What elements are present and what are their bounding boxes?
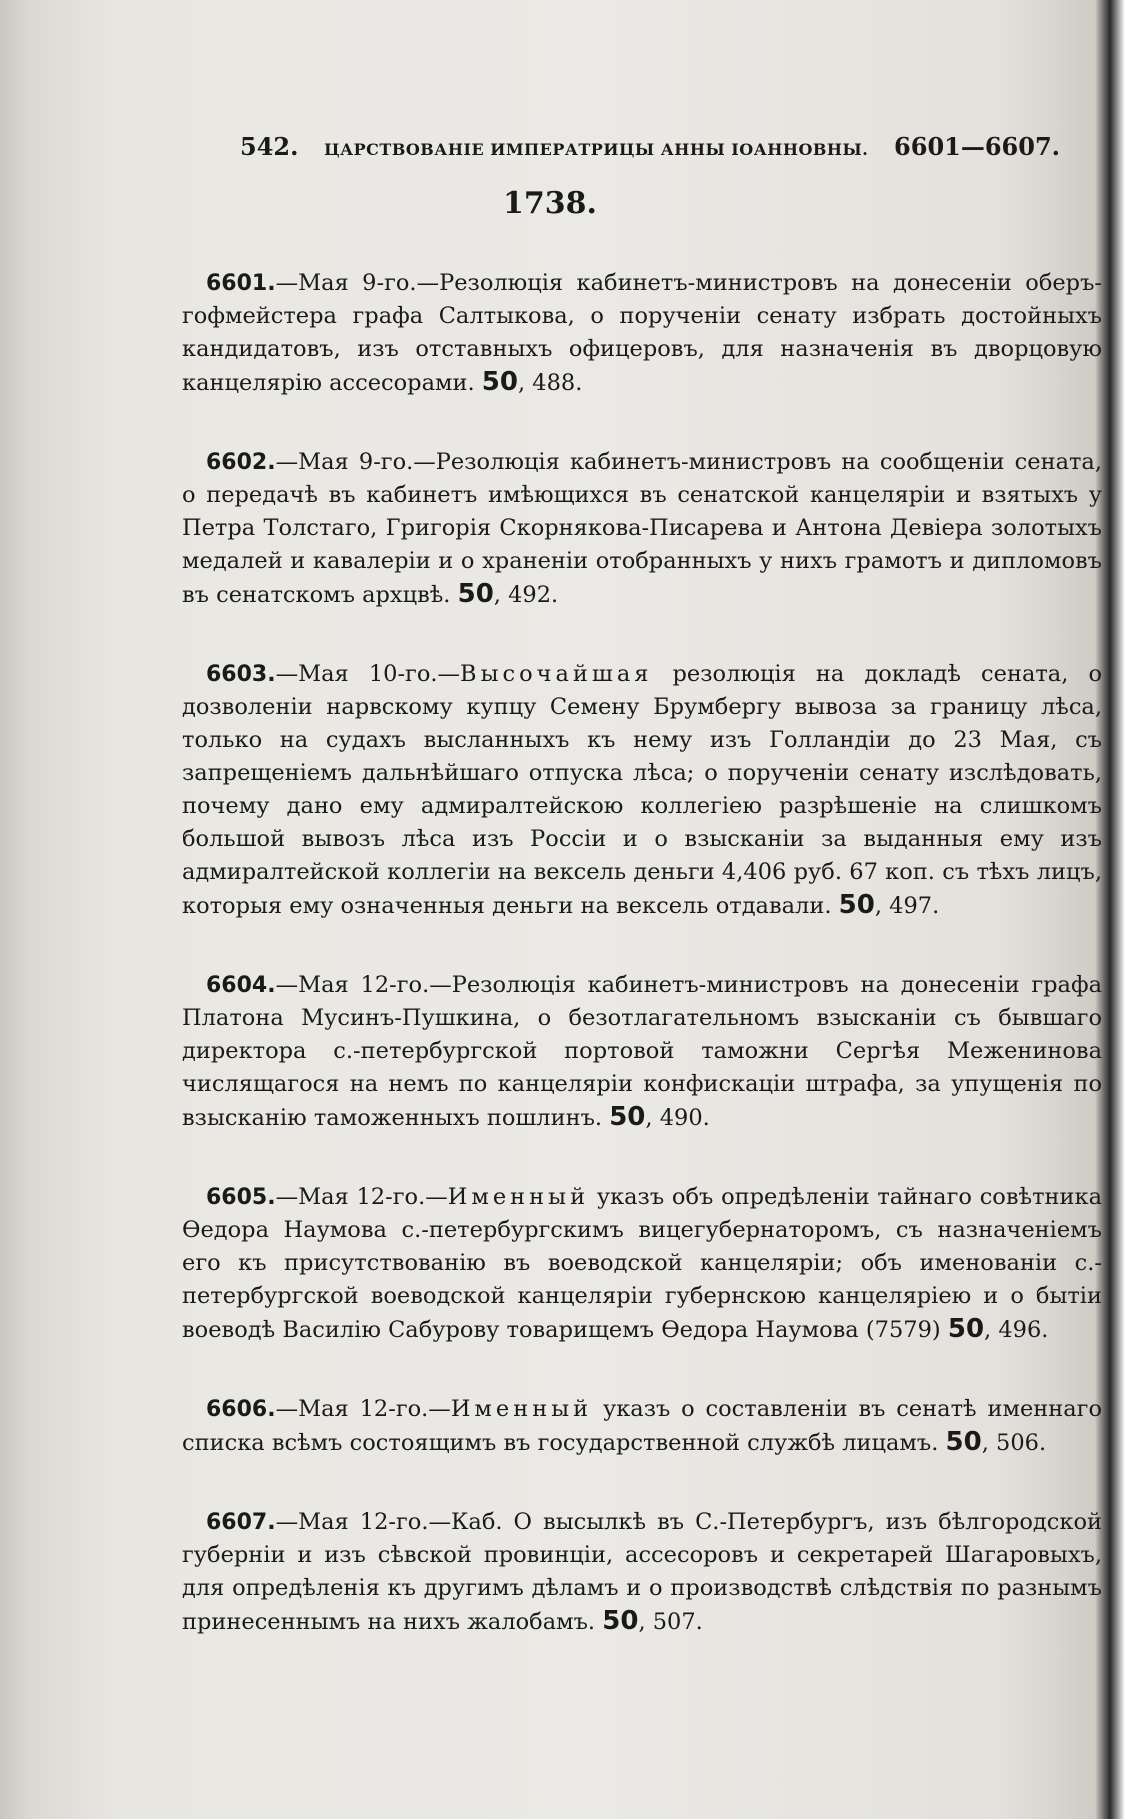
entry-number: 6607.: [206, 1509, 276, 1535]
volume-ref: 50: [457, 578, 494, 609]
volume-ref: 50: [609, 1101, 646, 1132]
page-ref: , 507.: [638, 1608, 703, 1635]
entry-text-spaced: Высочайшая: [460, 660, 653, 687]
entry-number: 6602.: [206, 449, 276, 475]
entry-text-lead: —Мая 12-го.—: [275, 1183, 448, 1210]
entry-range: 6601—6607.: [894, 132, 1060, 161]
page-ref: , 490.: [645, 1104, 710, 1131]
entry-6604: [182, 969, 1102, 1135]
entry-number: 6603.: [206, 661, 276, 687]
entry-text-lead: —Мая 10-го.—: [275, 660, 461, 687]
page-ref: , 488.: [517, 369, 583, 396]
entry-text: —Мая 9-го.—Резолюція кабинетъ-министровъ на сообщеніи сената, о передачѣ въ кабинетъ имѣющихся въ сенатской канцеляріи и взятыхъ у Петра Толстаго, Григорія Скорнякова-Писарева и Антона Девіера золотыхъ медалей и кавалеріи и о храненіи отобранныхъ у нихъ грамотъ и дипломовъ въ сенатскомъ архцвѣ.: [182, 448, 1102, 608]
volume-ref: 50: [602, 1605, 639, 1636]
page-ref: , 506.: [981, 1429, 1047, 1456]
entry-text: —Мая 12-го.—Каб. О высылкѣ въ С.-Петербургъ, изъ бѣлгородской губерніи и изъ сѣвской провинціи, ассесоровъ и секретарей Шагаровыхъ, для опредѣленія къ другимъ дѣламъ и о производствѣ слѣдствія по разнымъ принесеннымъ на нихъ жалобамъ.: [182, 1508, 1102, 1635]
entry-6603: [182, 658, 1102, 923]
volume-ref: 50: [838, 889, 875, 920]
entry-text: указъ о составленіи въ сенатѣ именнаго списка всѣмъ состоящимъ въ государственной службѣ лицамъ.: [182, 1395, 1102, 1456]
entry-6607: [182, 1506, 1102, 1639]
entry-text: —Мая 12-го.—Резолюція кабинетъ-министровъ на донесеніи графа Платона Мусинъ-Пушкина, о безотлагательномъ взысканіи съ бывшаго директора с.-петербургской портовой таможни Сергѣя Меженинова числящагося на немъ по канцеляріи конфискаціи штрафа, за упущенія по взысканію таможенныхъ пошлинъ.: [182, 971, 1102, 1131]
entry-text: —Мая 9-го.—Резолюція кабинетъ-министровъ на донесеніи оберъ-гофмейстера графа Салтыкова, о порученіи сенату избрать достойныхъ кандидатовъ, изъ отставныхъ офицеровъ, для назначенія въ дворцовую канцелярію ассесорами.: [182, 269, 1102, 396]
volume-ref: 50: [947, 1313, 985, 1344]
entry-text: указъ объ опредѣленіи тайнаго совѣтника Ѳедора Наумова с.-петербургскимъ вицегубернаторомъ, съ назначеніемъ его къ присутствованію въ воеводской канцеляріи; объ именованіи с.-петербургской воеводской канцеляріи губернскою канцеляріею и о бытіи воеводѣ Василію Сабурову товарищемъ Ѳедора Наумова (7579): [182, 1183, 1102, 1343]
volume-ref: 50: [481, 366, 518, 397]
entry-6606: [182, 1393, 1102, 1460]
entry-text: резолюція на докладѣ сената, о дозволеніи нарвскому купцу Семену Брумбергу вывоза за границу лѣса, только на судахъ высланныхъ къ нему изъ Голландіи до 23 Мая, съ запрещеніемъ дальнѣйшаго отпуска лѣса; о порученіи сенату изслѣдовать, почему дано ему адмиралтейскою коллегіею разрѣшеніе на слишкомъ большой вывозъ лѣса изъ Россіи и о взысканіи за выданныя ему изъ адмиралтейской коллегіи на вексель деньги 4,406 руб. 67 коп. съ тѣхъ лицъ, которыя ему означенныя деньги на вексель отдавали.: [182, 660, 1102, 919]
running-title: ЦАРСТВОВАНІЕ ИМПЕРАТРИЦЫ АННЫ ІОАННОВНЫ.: [324, 140, 869, 159]
running-header: [240, 132, 1060, 172]
entry-number: 6605.: [206, 1184, 276, 1210]
page-ref: , 496.: [984, 1316, 1049, 1343]
page-number: 542.: [240, 132, 299, 161]
entry-text-spaced: Именный: [447, 1183, 590, 1210]
entry-number: 6601.: [206, 270, 276, 296]
entry-list: [182, 244, 1102, 1685]
entry-6602: [182, 446, 1102, 612]
entry-6601: [182, 267, 1102, 400]
entry-text-lead: —Мая 12-го.—: [275, 1395, 451, 1422]
entry-text-spaced: Именный: [450, 1395, 593, 1422]
page-ref: , 492.: [493, 581, 559, 608]
page-ref: , 497.: [874, 892, 940, 919]
entry-6605: [182, 1181, 1102, 1347]
entry-number: 6604.: [206, 972, 276, 998]
year-heading: 1738.: [503, 186, 597, 221]
volume-ref: 50: [945, 1426, 982, 1457]
entry-number: 6606.: [206, 1396, 276, 1422]
